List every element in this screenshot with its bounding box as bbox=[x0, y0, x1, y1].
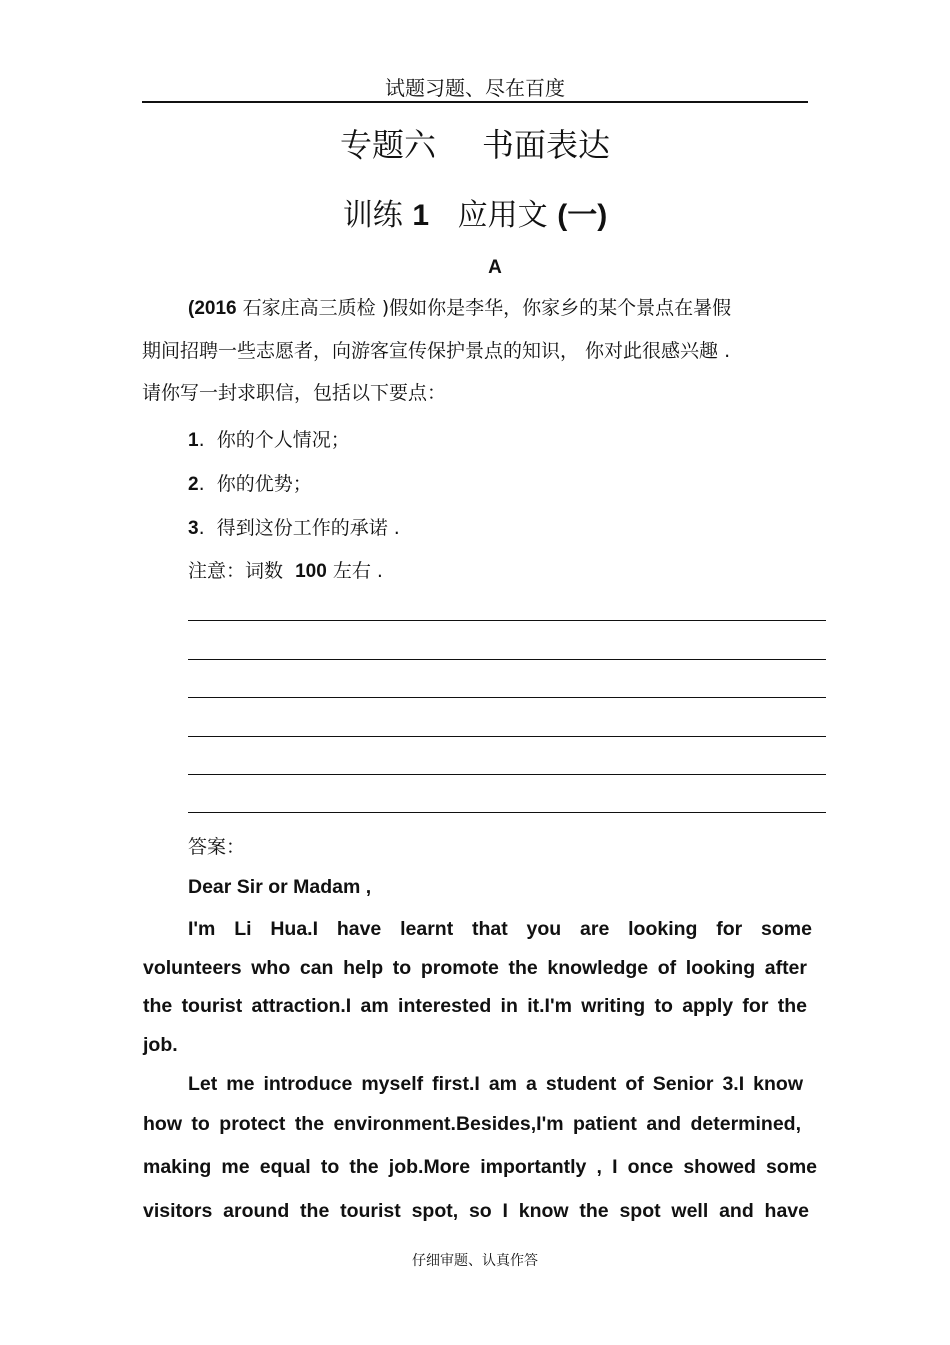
header-divider bbox=[142, 101, 808, 103]
point-text: 得到这份工作的承诺 . bbox=[216, 517, 400, 539]
section-label: A bbox=[488, 257, 502, 278]
page-footer: 仔细审题、认真作答 bbox=[412, 1253, 538, 1269]
subtitle-suffix: (一) bbox=[557, 199, 608, 232]
letter-line: job. bbox=[143, 1034, 178, 1056]
point-item: 2. 你的优势； bbox=[188, 473, 312, 495]
point-text: 你的个人情况； bbox=[216, 429, 350, 451]
answer-line bbox=[188, 736, 826, 737]
subtitle-topic: 应用文 bbox=[457, 198, 548, 233]
prompt-text-1: 石家庄高三质检 )假如你是李华，你家乡的某个景点在暑假 bbox=[242, 297, 732, 319]
prompt-line-3: 请你写一封求职信，包括以下要点： bbox=[142, 382, 447, 404]
page-header: 试题习题、尽在百度 bbox=[385, 76, 565, 100]
letter-line: I'm Li Hua.I have learnt that you are looking for some bbox=[188, 918, 812, 940]
point-text: 你的优势； bbox=[216, 473, 312, 495]
title-subject: 书面表达 bbox=[482, 126, 611, 164]
point-number: 1 bbox=[188, 430, 199, 451]
point-item: 3. 得到这份工作的承诺 . bbox=[188, 517, 400, 539]
prompt-source: (2016 bbox=[188, 298, 237, 319]
letter-line: the tourist attraction.I am interested in it.I'm writing to apply for the bbox=[143, 995, 807, 1017]
point-item: 1. 你的个人情况； bbox=[188, 429, 350, 451]
answer-line bbox=[188, 659, 826, 660]
answer-line bbox=[188, 812, 826, 813]
letter-line: making me equal to the job.More importantly , I once showed some bbox=[143, 1156, 817, 1178]
subtitle-prefix: 训练 bbox=[342, 198, 403, 233]
prompt-line-1 bbox=[142, 287, 812, 330]
prompt-line-2: 期间招聘一些志愿者，向游客宣传保护景点的知识， 你对此很感兴趣 . bbox=[142, 340, 731, 362]
page-title bbox=[0, 120, 950, 166]
answer-line bbox=[188, 620, 826, 621]
letter-line: visitors around the tourist spot, so I know the spot well and have bbox=[143, 1200, 809, 1222]
page-subtitle bbox=[0, 190, 950, 234]
note-count: 100 bbox=[295, 561, 327, 582]
point-number: 3 bbox=[188, 518, 199, 539]
letter-line: Let me introduce myself first.I am a student of Senior 3.I know bbox=[188, 1073, 803, 1095]
letter-line: volunteers who can help to promote the knowledge of looking after bbox=[143, 957, 807, 979]
prompt-paragraph bbox=[142, 287, 812, 414]
word-count-note bbox=[188, 556, 383, 583]
letter-line: how to protect the environment.Besides,I'm patient and determined, bbox=[143, 1113, 801, 1135]
answer-label: 答案： bbox=[188, 836, 246, 858]
answer-line bbox=[188, 774, 826, 775]
title-topic: 专题六 bbox=[339, 126, 436, 164]
note-label: 注意：词数 bbox=[188, 560, 284, 582]
letter-greeting: Dear Sir or Madam , bbox=[188, 876, 372, 898]
point-number: 2 bbox=[188, 474, 199, 495]
answer-line bbox=[188, 697, 826, 698]
subtitle-number: 1 bbox=[412, 199, 430, 232]
note-suffix: 左右 . bbox=[332, 560, 383, 582]
